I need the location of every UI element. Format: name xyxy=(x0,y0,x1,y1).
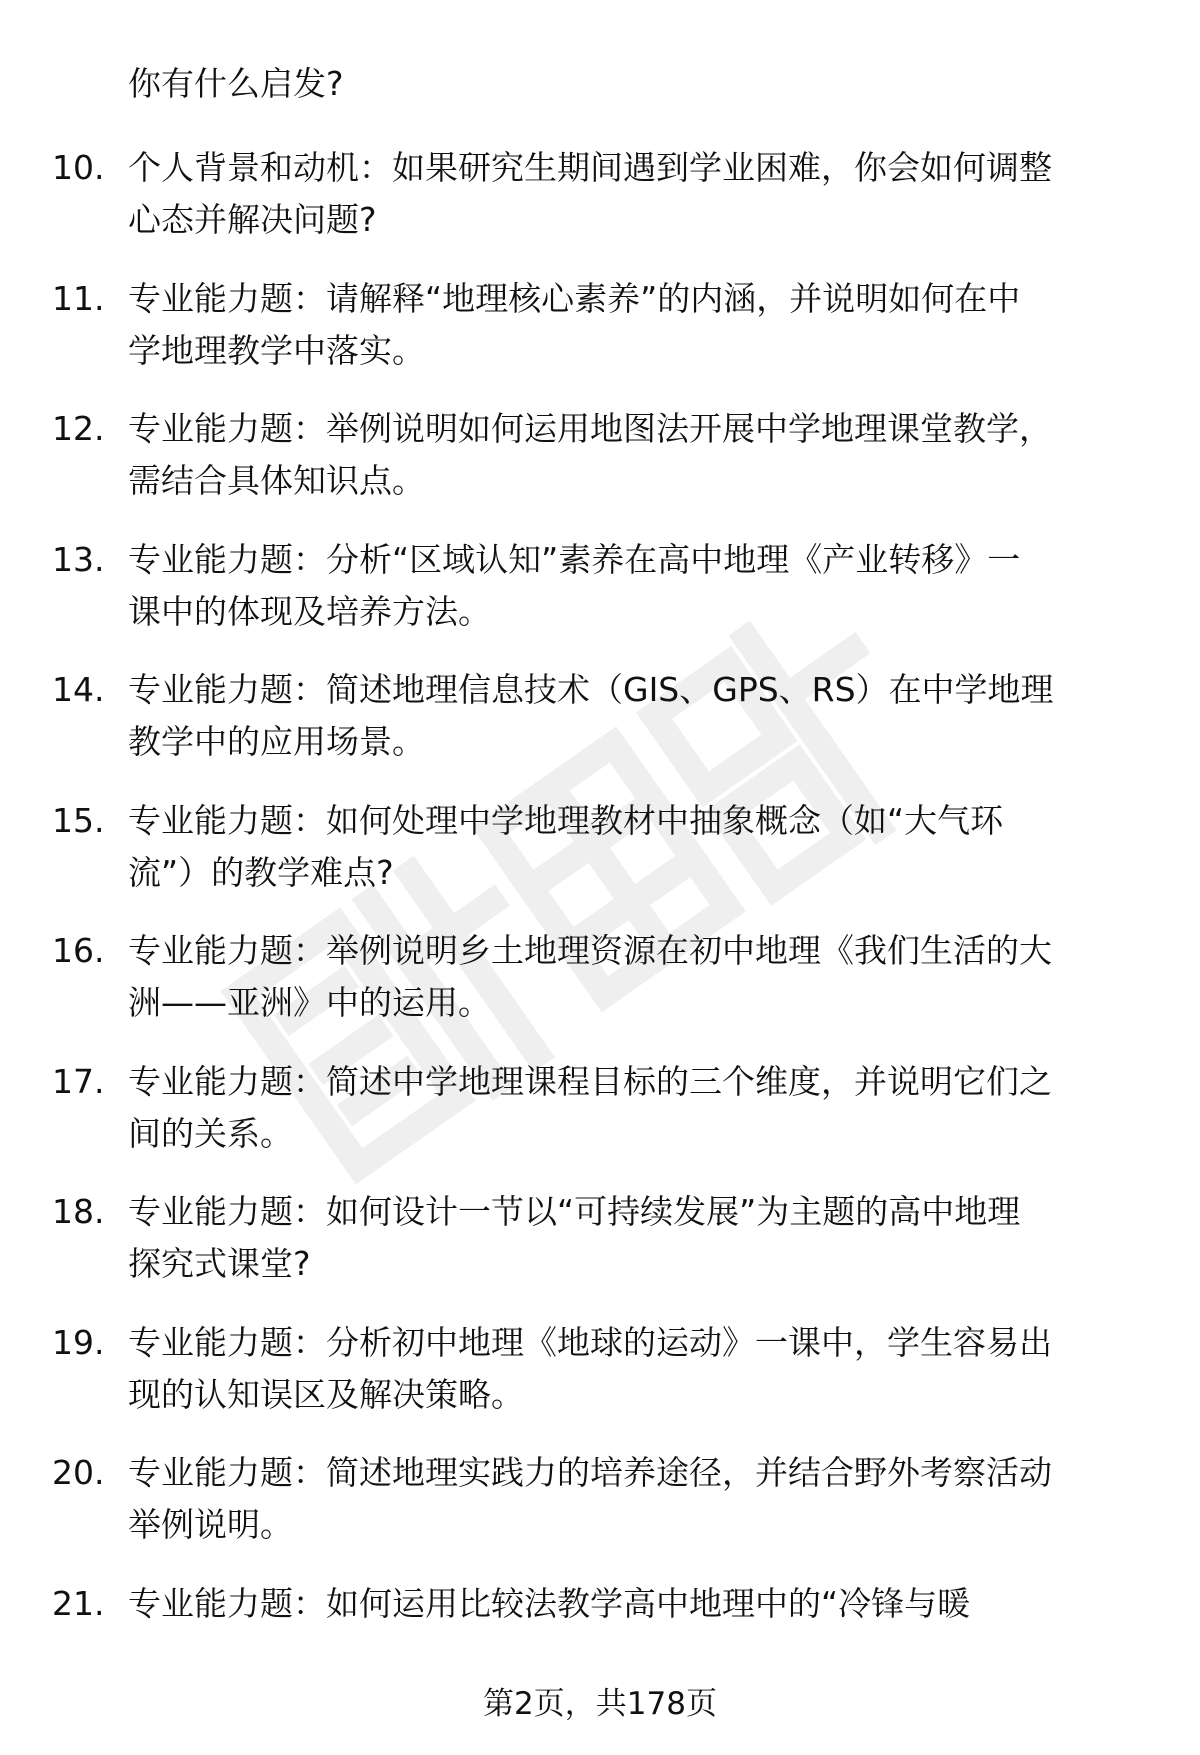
question-text-line: 专业能力题：如何设计一节以“可持续发展”为主题的高中地理 xyxy=(128,1192,1021,1231)
question-text-line: 教学中的应用场景。 xyxy=(128,722,425,761)
question-number: 19. xyxy=(52,1322,105,1362)
question-item xyxy=(52,1578,1152,1630)
question-item xyxy=(52,664,1152,768)
question-text xyxy=(128,1447,1138,1551)
question-number: 11. xyxy=(52,278,105,318)
question-text-line: 间的关系。 xyxy=(128,1113,293,1153)
question-number: 14. xyxy=(52,670,105,709)
question-item xyxy=(52,1447,1152,1551)
question-number: 20. xyxy=(52,1453,105,1492)
question-text-line: 专业能力题：简述地理信息技术（GIS、GPS、RS）在中学地理 xyxy=(128,670,1054,709)
question-text-line: 举例说明。 xyxy=(128,1505,293,1544)
question-item xyxy=(52,1056,1152,1160)
question-item xyxy=(52,1317,1152,1421)
question-text-line: 需结合具体知识点。 xyxy=(128,461,425,500)
question-number: 16. xyxy=(52,931,105,970)
question-text-line: 个人背景和动机：如果研究生期间遇到学业困难，你会如何调整 xyxy=(128,148,1052,187)
question-text-line: 洲——亚洲》中的运用。 xyxy=(128,983,491,1022)
question-text-line: 学地理教学中落实。 xyxy=(128,330,425,370)
question-item xyxy=(52,273,1152,377)
question-text xyxy=(128,925,1138,1029)
question-text xyxy=(128,142,1138,246)
question-text-line: 专业能力题：举例说明乡土地理资源在初中地理《我们生活的大 xyxy=(128,931,1052,970)
question-text-line: 专业能力题：请解释“地理核心素养”的内涵，并说明如何在中 xyxy=(128,278,1021,318)
page-number: 第2页，共178页 xyxy=(483,1686,717,1722)
question-text-line: 专业能力题：分析“区域认知”素养在高中地理《产业转移》一 xyxy=(128,539,1021,579)
question-item xyxy=(52,1186,1152,1290)
question-text-line: 心态并解决问题? xyxy=(128,200,377,239)
question-number: 21. xyxy=(52,1583,105,1623)
question-text xyxy=(128,664,1138,768)
question-number: 13. xyxy=(52,539,105,579)
question-item xyxy=(52,403,1152,507)
question-item xyxy=(52,925,1152,1029)
question-text-line: 专业能力题：简述中学地理课程目标的三个维度，并说明它们之 xyxy=(128,1061,1052,1101)
question-text-line: 专业能力题：如何运用比较法教学高中地理中的“冷锋与暖 xyxy=(128,1583,971,1623)
question-text xyxy=(128,534,1138,638)
question-number: 15. xyxy=(52,800,105,840)
question-text xyxy=(128,1186,1138,1290)
question-text-line: 专业能力题：简述地理实践力的培养途径，并结合野外考察活动 xyxy=(128,1453,1052,1492)
question-text xyxy=(128,403,1138,507)
question-number: 12. xyxy=(52,409,105,448)
question-text-line: 课中的体现及培养方法。 xyxy=(128,591,491,631)
question-item xyxy=(52,142,1152,246)
question-text xyxy=(128,1317,1138,1421)
question-number: 18. xyxy=(52,1192,105,1231)
question-text xyxy=(128,273,1138,377)
question-text-line: 探究式课堂? xyxy=(128,1244,311,1283)
continuation-text: 你有什么启发? xyxy=(128,64,344,103)
question-item xyxy=(52,795,1152,899)
question-text-line: 专业能力题：如何处理中学地理教材中抽象概念（如“大气环 xyxy=(128,800,1004,840)
question-text xyxy=(128,795,1138,899)
question-list xyxy=(52,142,1152,1656)
question-number: 17. xyxy=(52,1061,105,1101)
question-item xyxy=(52,534,1152,638)
question-number: 10. xyxy=(52,148,105,187)
question-text-line: 专业能力题：分析初中地理《地球的运动》一课中，学生容易出 xyxy=(128,1322,1052,1362)
question-text-line: 流”）的教学难点? xyxy=(128,852,394,892)
question-text-line: 专业能力题：举例说明如何运用地图法开展中学地理课堂教学， xyxy=(128,409,1052,448)
question-text xyxy=(128,1056,1138,1160)
question-text xyxy=(128,1578,1138,1630)
question-text-line: 现的认知误区及解决策略。 xyxy=(128,1374,524,1414)
